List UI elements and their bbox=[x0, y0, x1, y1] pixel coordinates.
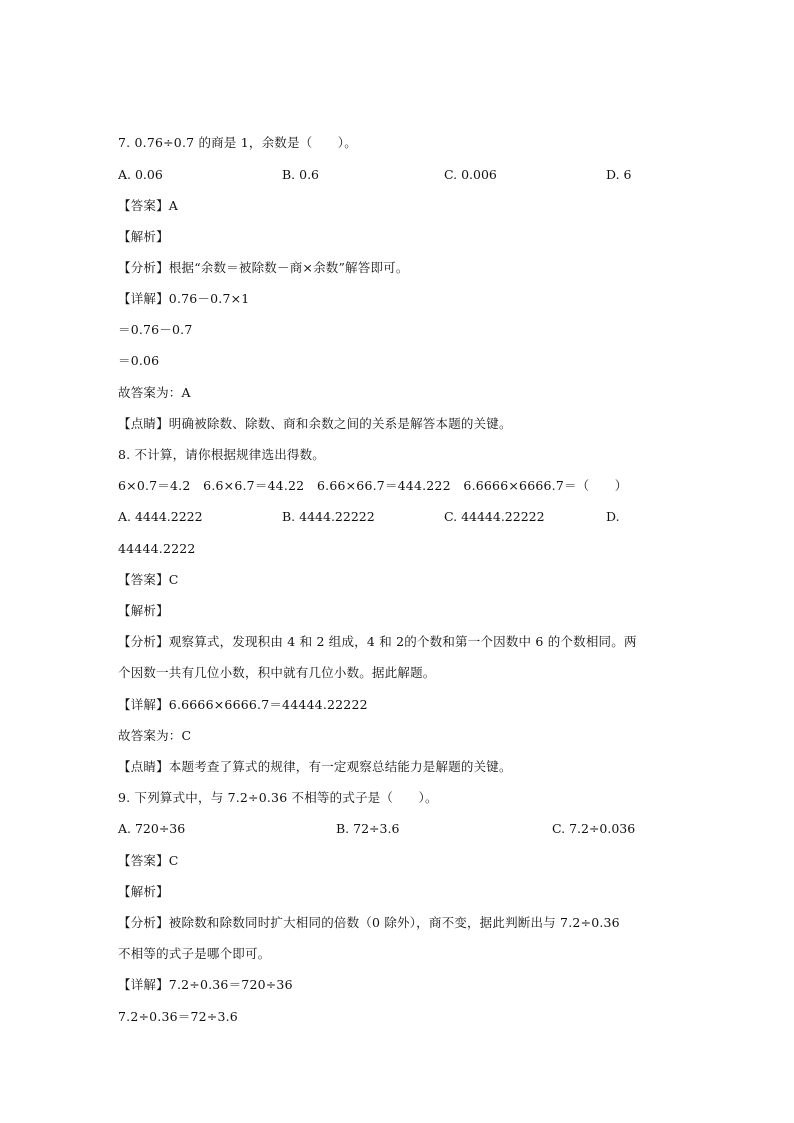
q7-step-1: ＝0.76－0.7 bbox=[118, 322, 193, 337]
q7-answer: 【答案】A bbox=[118, 198, 179, 213]
q7-analysis: 【分析】根据“余数＝被除数－商×余数”解答即可。 bbox=[118, 260, 409, 275]
q8-answer: 【答案】C bbox=[118, 572, 179, 587]
q8-stem: 8. 不计算，请你根据规律选出得数。 bbox=[118, 447, 326, 462]
q7-conclusion: 故答案为：A bbox=[118, 385, 191, 400]
q8-conclusion: 故答案为：C bbox=[118, 728, 192, 743]
q8-option-d-value: 44444.2222 bbox=[118, 541, 196, 556]
q8-analysis-line-2: 个因数一共有几位小数，积中就有几位小数。据此解题。 bbox=[118, 665, 436, 680]
q8-analysis-header: 【解析】 bbox=[118, 603, 169, 618]
q7-detail: 【详解】0.76－0.7×1 bbox=[118, 291, 250, 306]
q8-option-c: C. 44444.22222 bbox=[444, 509, 545, 524]
q7-option-b: B. 0.6 bbox=[282, 167, 320, 182]
q9-analysis-line-1: 【分析】被除数和除数同时扩大相同的倍数（0 除外），商不变，据此判断出与 7.2÷0.36 bbox=[118, 915, 620, 930]
q8-detail: 【详解】6.6666×6666.7＝44444.22222 bbox=[118, 697, 368, 712]
q7-key-point: 【点睛】明确被除数、除数、商和余数之间的关系是解答本题的关键。 bbox=[118, 416, 512, 431]
q7-stem: 7. 0.76÷0.7 的商是 1，余数是（ ）。 bbox=[118, 135, 357, 150]
q9-option-c: C. 7.2÷0.036 bbox=[552, 821, 636, 836]
q7-option-d: D. 6 bbox=[606, 167, 632, 182]
q9-option-a: A. 720÷36 bbox=[118, 821, 186, 836]
q8-option-a: A. 4444.2222 bbox=[118, 509, 203, 524]
q8-option-b: B. 4444.22222 bbox=[282, 509, 375, 524]
q8-key-point: 【点睛】本题考查了算式的规律，有一定观察总结能力是解题的关键。 bbox=[118, 759, 512, 774]
q9-step-1: 7.2÷0.36＝72÷3.6 bbox=[118, 1009, 238, 1024]
q7-step-2: ＝0.06 bbox=[118, 353, 160, 368]
q9-answer: 【答案】C bbox=[118, 853, 179, 868]
q7-option-a: A. 0.06 bbox=[118, 167, 163, 182]
q9-stem: 9. 下列算式中，与 7.2÷0.36 不相等的式子是（ ）。 bbox=[118, 790, 438, 805]
q8-option-d: D. bbox=[606, 509, 620, 524]
q9-analysis-line-2: 不相等的式子是哪个即可。 bbox=[118, 946, 271, 961]
q9-option-b: B. 72÷3.6 bbox=[336, 821, 400, 836]
q7-option-c: C. 0.006 bbox=[444, 167, 497, 182]
q9-analysis-header: 【解析】 bbox=[118, 884, 169, 899]
q8-pattern: 6×0.7＝4.2 6.6×6.7＝44.22 6.66×66.7＝444.222 6.6666×6666.7＝（ ） bbox=[118, 478, 628, 493]
q8-analysis-line-1: 【分析】观察算式，发现积由 4 和 2 组成，4 和 2的个数和第一个因数中 6 的个数相同。两 bbox=[118, 634, 637, 649]
q7-analysis-header: 【解析】 bbox=[118, 229, 169, 244]
q9-detail: 【详解】7.2÷0.36＝720÷36 bbox=[118, 977, 293, 992]
